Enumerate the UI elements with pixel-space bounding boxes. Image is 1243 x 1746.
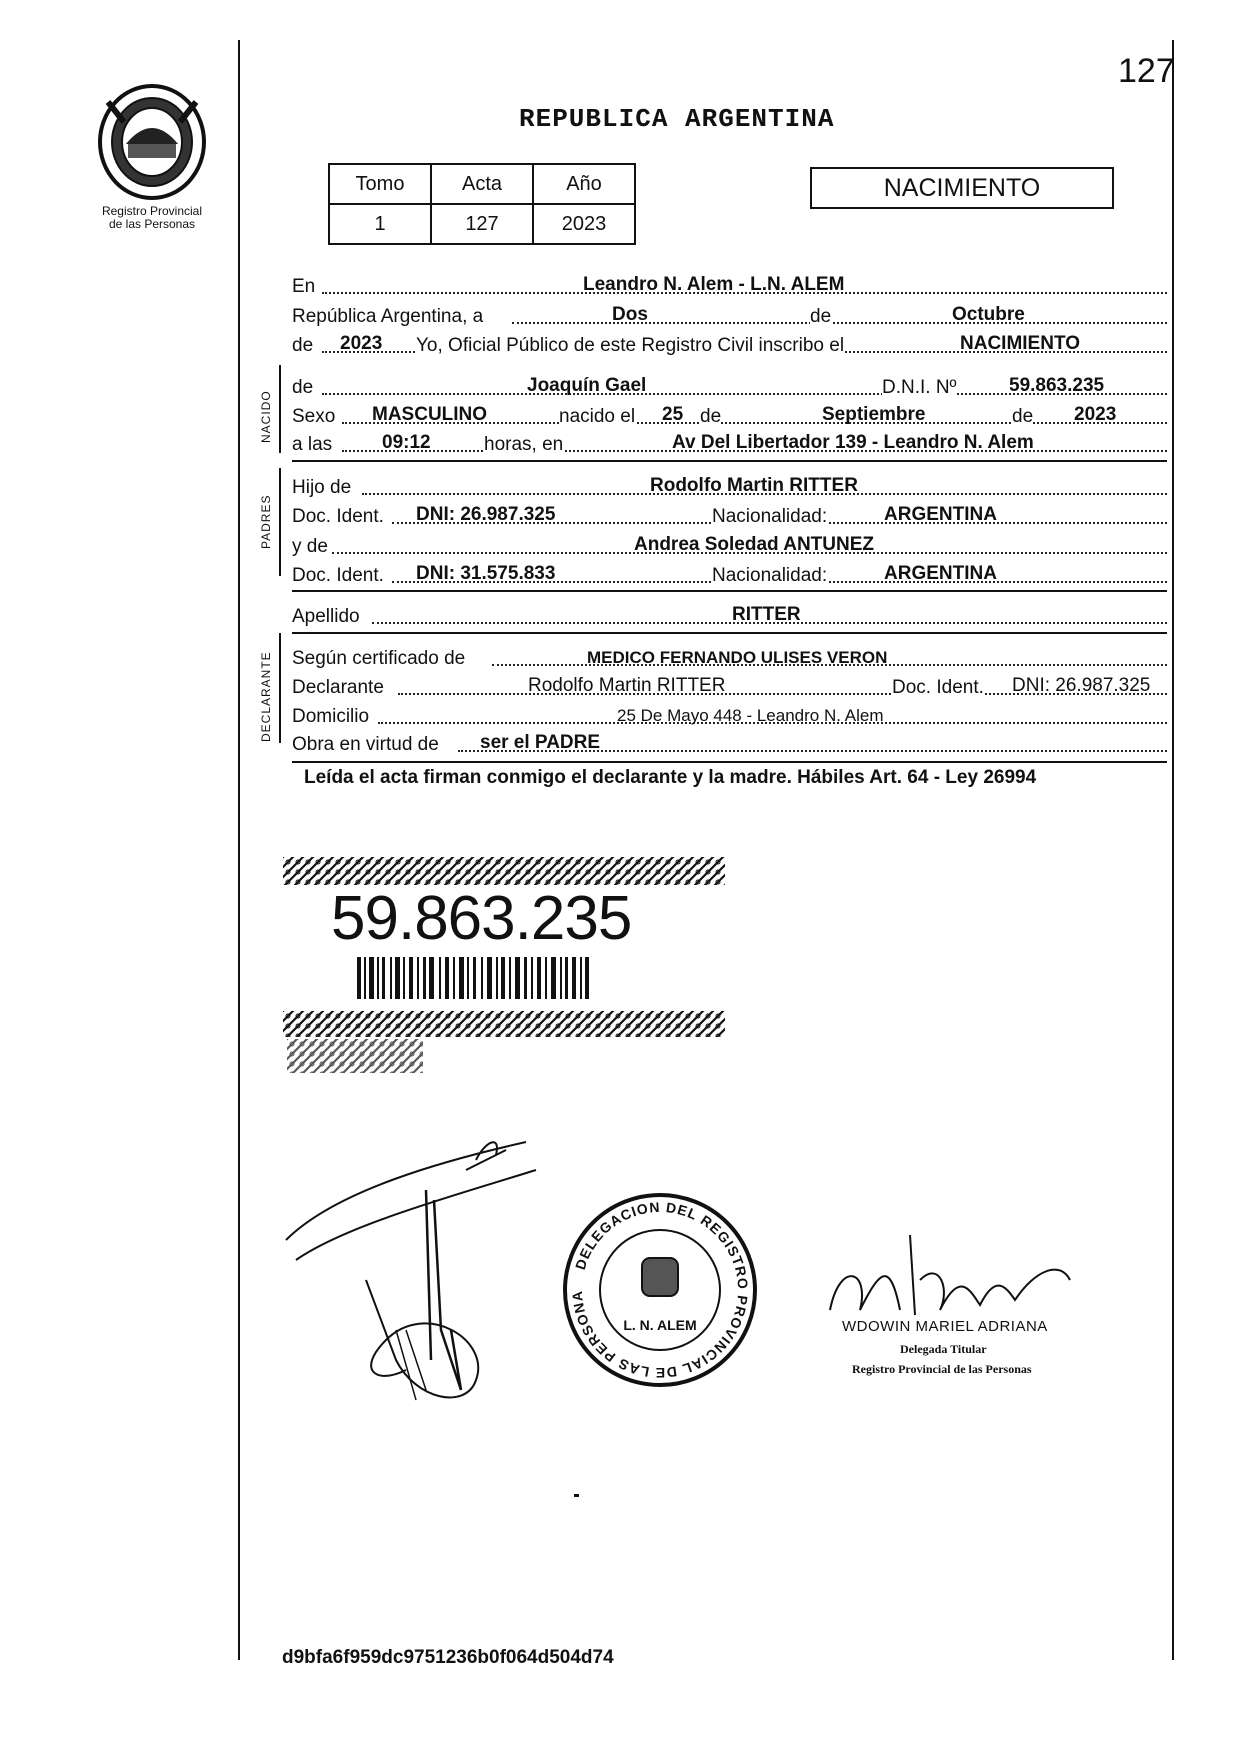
dni-label: D.N.I. Nº	[882, 377, 957, 398]
security-stamp-small	[287, 1039, 423, 1073]
sexo-label: Sexo	[292, 406, 336, 427]
nac2-label: Nacionalidad:	[712, 565, 828, 586]
dom-label: Domicilio	[292, 706, 370, 727]
cert-value: MEDICO FERNANDO ULISES VERON	[587, 648, 888, 667]
record-type-box: NACIMIENTO	[810, 167, 1114, 209]
row-domicilio	[292, 700, 1167, 730]
acta-header: Acta	[431, 164, 533, 204]
row-apellido	[292, 600, 1167, 630]
logo-caption	[60, 205, 244, 231]
left-margin-line	[238, 40, 240, 1660]
logo-caption-line2: de las Personas	[108, 217, 196, 231]
right-margin-line	[1172, 40, 1174, 1660]
en-label: En	[292, 276, 316, 297]
official-office: Registro Provincial de las Personas	[852, 1362, 1032, 1376]
divider-padres	[292, 590, 1167, 592]
document-title: REPUBLICA ARGENTINA	[519, 104, 835, 134]
doc2-value: DNI: 31.575.833	[416, 563, 556, 584]
nac1-value: ARGENTINA	[884, 504, 997, 525]
row-madre	[292, 530, 1167, 560]
padres-side-label: PADRES	[259, 494, 273, 549]
divider-apellido	[292, 632, 1167, 634]
barcode-icon	[357, 957, 597, 999]
nac-mes-value: Septiembre	[822, 404, 926, 425]
inscribo-label: Yo, Oficial Público de este Registro Civil inscribo el	[416, 335, 845, 356]
decl-value: Rodolfo Martin RITTER	[528, 675, 726, 696]
seal-ring-icon	[560, 1190, 760, 1390]
declarante-bar	[279, 633, 281, 743]
padres-bar	[279, 468, 281, 576]
lugar-value: Av Del Libertador 139 - Leandro N. Alem	[672, 432, 1034, 453]
doc1-label: Doc. Ident.	[292, 506, 384, 527]
tomo-value: 1	[329, 204, 431, 244]
tipo-value: NACIMIENTO	[960, 333, 1080, 354]
row-obra	[292, 728, 1167, 758]
obra-label: Obra en virtud de	[292, 734, 439, 755]
record-table	[328, 163, 636, 245]
seal-center-text: L. N. ALEM	[623, 1317, 697, 1333]
row-fecha	[292, 300, 1167, 330]
hijo-label: Hijo de	[292, 477, 352, 498]
dom-value: 25 De Mayo 448 - Leandro N. Alem	[617, 706, 884, 725]
apellido-label: Apellido	[292, 606, 360, 627]
divider-nacido	[292, 460, 1167, 462]
en-value: Leandro N. Alem - L.N. ALEM	[583, 274, 845, 295]
anio-value: 2023	[533, 204, 635, 244]
yde-label: y de	[292, 536, 328, 557]
row-sexo	[292, 400, 1167, 430]
security-pattern-top	[283, 857, 725, 885]
row-padre	[292, 471, 1167, 501]
row-inscripcion	[292, 329, 1167, 359]
row-declarante	[292, 671, 1167, 701]
doc1-value: DNI: 26.987.325	[416, 504, 556, 525]
tomo-header: Tomo	[329, 164, 431, 204]
row-doc-madre	[292, 559, 1167, 589]
id-number: 59.863.235	[331, 884, 632, 953]
hora-value: 09:12	[382, 432, 431, 453]
decl-label: Declarante	[292, 677, 384, 698]
id-sticker	[283, 857, 725, 1072]
row-doc-padre	[292, 500, 1167, 530]
decl-doc-value: DNI: 26.987.325	[1012, 675, 1151, 696]
mes-value: Octubre	[952, 304, 1025, 325]
alas-label: a las	[292, 434, 333, 455]
de-label: de	[810, 306, 832, 327]
official-name: WDOWIN MARIEL ADRIANA	[842, 1318, 1048, 1335]
coat-of-arms-icon	[88, 82, 216, 200]
horas-label: horas, en	[484, 434, 564, 455]
nac-anio-value: 2023	[1074, 404, 1117, 425]
nacido-bar	[279, 365, 281, 453]
nac2-value: ARGENTINA	[884, 563, 997, 584]
logo-caption-line1: Registro Provincial	[101, 204, 203, 218]
page-number: 127	[1118, 52, 1175, 90]
de3-label: de	[292, 377, 314, 398]
divider-declarante	[292, 761, 1167, 763]
dni-value: 59.863.235	[1009, 375, 1105, 396]
declarant-signature	[276, 1130, 556, 1420]
sexo-value: MASCULINO	[372, 404, 488, 425]
document-hash: d9bfa6f959dc9751236b0f064d504d74	[282, 1647, 614, 1668]
row-certificado	[292, 642, 1167, 672]
nombre-value: Joaquín Gael	[527, 375, 647, 396]
nacido-label: nacido el	[559, 406, 636, 427]
de2-label: de	[292, 335, 314, 356]
de5-label: de	[1012, 406, 1034, 427]
apellido-value: RITTER	[732, 604, 801, 625]
cert-label: Según certificado de	[292, 648, 466, 669]
obra-value: ser el PADRE	[480, 732, 601, 753]
republica-label: República Argentina, a	[292, 306, 484, 327]
seal-ring-text: DELEGACION DEL REGISTRO PROVINCIAL DE LAS PERSONA	[568, 1198, 752, 1382]
acta-value: 127	[431, 204, 533, 244]
anio-value-text: 2023	[340, 333, 383, 354]
official-role: Delegada Titular	[900, 1342, 987, 1356]
security-pattern-bottom	[283, 1011, 725, 1037]
dot-mark	[574, 1494, 579, 1497]
provincial-logo	[88, 82, 216, 200]
nacido-side-label: NACIDO	[259, 390, 273, 443]
declarante-side-label: DECLARANTE	[259, 651, 273, 742]
row-en	[292, 270, 1167, 300]
row-nombre	[292, 371, 1167, 401]
row-hora	[292, 428, 1167, 458]
nac-dia-value: 25	[662, 404, 684, 425]
de4-label: de	[700, 406, 722, 427]
nac1-label: Nacionalidad:	[712, 506, 828, 527]
padre-value: Rodolfo Martin RITTER	[650, 475, 858, 496]
closing-note: Leída el acta firman conmigo el declarante y la madre. Hábiles Art. 64 - Ley 26994	[304, 767, 1037, 788]
doc2-label: Doc. Ident.	[292, 565, 384, 586]
dia-value: Dos	[612, 304, 648, 325]
anio-header: Año	[533, 164, 635, 204]
official-seal	[560, 1190, 760, 1390]
madre-value: Andrea Soledad ANTUNEZ	[634, 534, 874, 555]
decl-doc-label: Doc. Ident.	[892, 677, 984, 698]
